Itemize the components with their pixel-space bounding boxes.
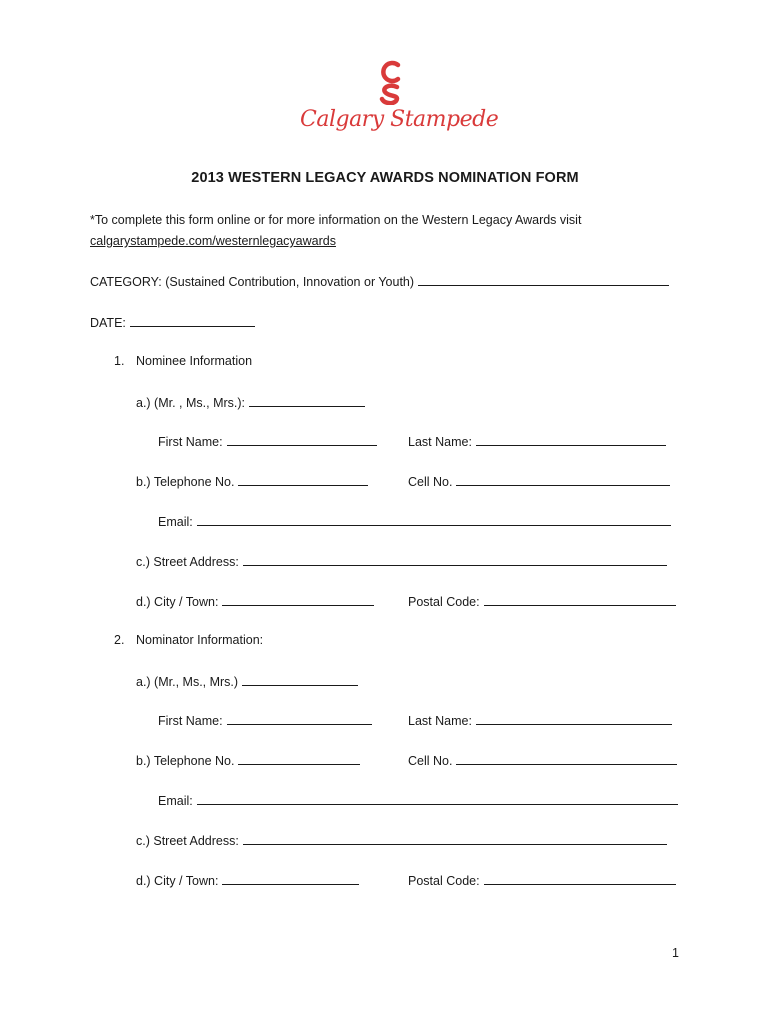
nominator-last-name-label: Last Name: (408, 714, 472, 728)
intro-text: *To complete this form online or for more information on the Western Legacy Awards visit (90, 213, 582, 227)
category-field[interactable] (90, 273, 669, 290)
page-number: 1 (672, 946, 679, 960)
nominee-telephone-field[interactable] (136, 473, 368, 490)
nominator-title-label: a.) (Mr., Ms., Mrs.) (136, 675, 239, 689)
nominator-cell-label: Cell No. (408, 754, 453, 768)
nominator-street-line[interactable] (243, 832, 667, 845)
nominee-postal-line[interactable] (484, 593, 676, 606)
nominee-title-label: a.) (Mr. , Ms., Mrs.): (136, 396, 246, 410)
nominee-cell-field[interactable] (408, 473, 670, 490)
nominee-title-line[interactable] (249, 394, 365, 407)
nominator-email-field[interactable] (158, 792, 678, 809)
nominator-first-name-field[interactable] (158, 712, 372, 729)
nominee-street-label: c.) Street Address: (136, 555, 239, 569)
nominator-heading: Nominator Information: (136, 633, 264, 647)
category-line[interactable] (418, 273, 669, 286)
nominee-last-name-line[interactable] (476, 433, 666, 446)
nominator-title-line[interactable] (242, 673, 358, 686)
nominee-street-field[interactable] (136, 553, 667, 570)
nominee-first-name-label: First Name: (158, 435, 223, 449)
nominator-last-name-line[interactable] (476, 712, 672, 725)
nominator-street-field[interactable] (136, 832, 667, 849)
nominee-email-label: Email: (158, 515, 193, 529)
nominator-city-label: d.) City / Town: (136, 874, 219, 888)
nominator-street-label: c.) Street Address: (136, 834, 239, 848)
page-title: 2013 WESTERN LEGACY AWARDS NOMINATION FORM (191, 170, 579, 186)
nominee-last-name-label: Last Name: (408, 435, 472, 449)
date-field[interactable] (90, 314, 255, 331)
nominee-telephone-line[interactable] (238, 473, 368, 486)
nominee-heading: Nominee Information (136, 354, 253, 368)
logo-wordmark: Calgary Stampede (300, 107, 499, 132)
nominee-title-field[interactable] (136, 394, 365, 411)
cs-logo-mark-icon (378, 59, 402, 105)
nominee-postal-field[interactable] (408, 593, 676, 610)
nominee-city-field[interactable] (136, 593, 374, 610)
nominee-street-line[interactable] (243, 553, 667, 566)
nominator-cell-field[interactable] (408, 752, 677, 769)
nominator-email-line[interactable] (197, 792, 678, 805)
nominator-first-name-line[interactable] (227, 712, 372, 725)
nominator-city-line[interactable] (222, 872, 359, 885)
nominator-postal-label: Postal Code: (408, 874, 480, 888)
nominator-postal-field[interactable] (408, 872, 676, 889)
nominee-cell-line[interactable] (456, 473, 670, 486)
category-label: CATEGORY: (Sustained Contribution, Innovation or Youth) (90, 275, 415, 289)
nominee-heading-number: 1. (114, 354, 125, 368)
nominee-telephone-label: b.) Telephone No. (136, 475, 235, 489)
date-label: DATE: (90, 316, 126, 330)
nominator-heading-number: 2. (114, 633, 125, 647)
nominator-telephone-field[interactable] (136, 752, 360, 769)
nominator-telephone-label: b.) Telephone No. (136, 754, 235, 768)
website-link[interactable]: calgarystampede.com/westernlegacyawards (90, 234, 336, 248)
nominator-title-field[interactable] (136, 673, 358, 690)
nominator-last-name-field[interactable] (408, 712, 672, 729)
nominee-last-name-field[interactable] (408, 433, 666, 450)
nominee-cell-label: Cell No. (408, 475, 453, 489)
nominee-postal-label: Postal Code: (408, 595, 480, 609)
nominee-email-line[interactable] (197, 513, 671, 526)
date-line[interactable] (130, 314, 255, 327)
nominator-cell-line[interactable] (456, 752, 677, 765)
nominator-email-label: Email: (158, 794, 193, 808)
nominee-city-line[interactable] (222, 593, 374, 606)
nominee-city-label: d.) City / Town: (136, 595, 219, 609)
nominator-first-name-label: First Name: (158, 714, 223, 728)
nominee-email-field[interactable] (158, 513, 671, 530)
nominator-telephone-line[interactable] (238, 752, 360, 765)
nominee-first-name-line[interactable] (227, 433, 377, 446)
nominator-postal-line[interactable] (484, 872, 676, 885)
nominator-city-field[interactable] (136, 872, 359, 889)
calgary-stampede-logo (300, 55, 499, 150)
nominee-first-name-field[interactable] (158, 433, 377, 450)
